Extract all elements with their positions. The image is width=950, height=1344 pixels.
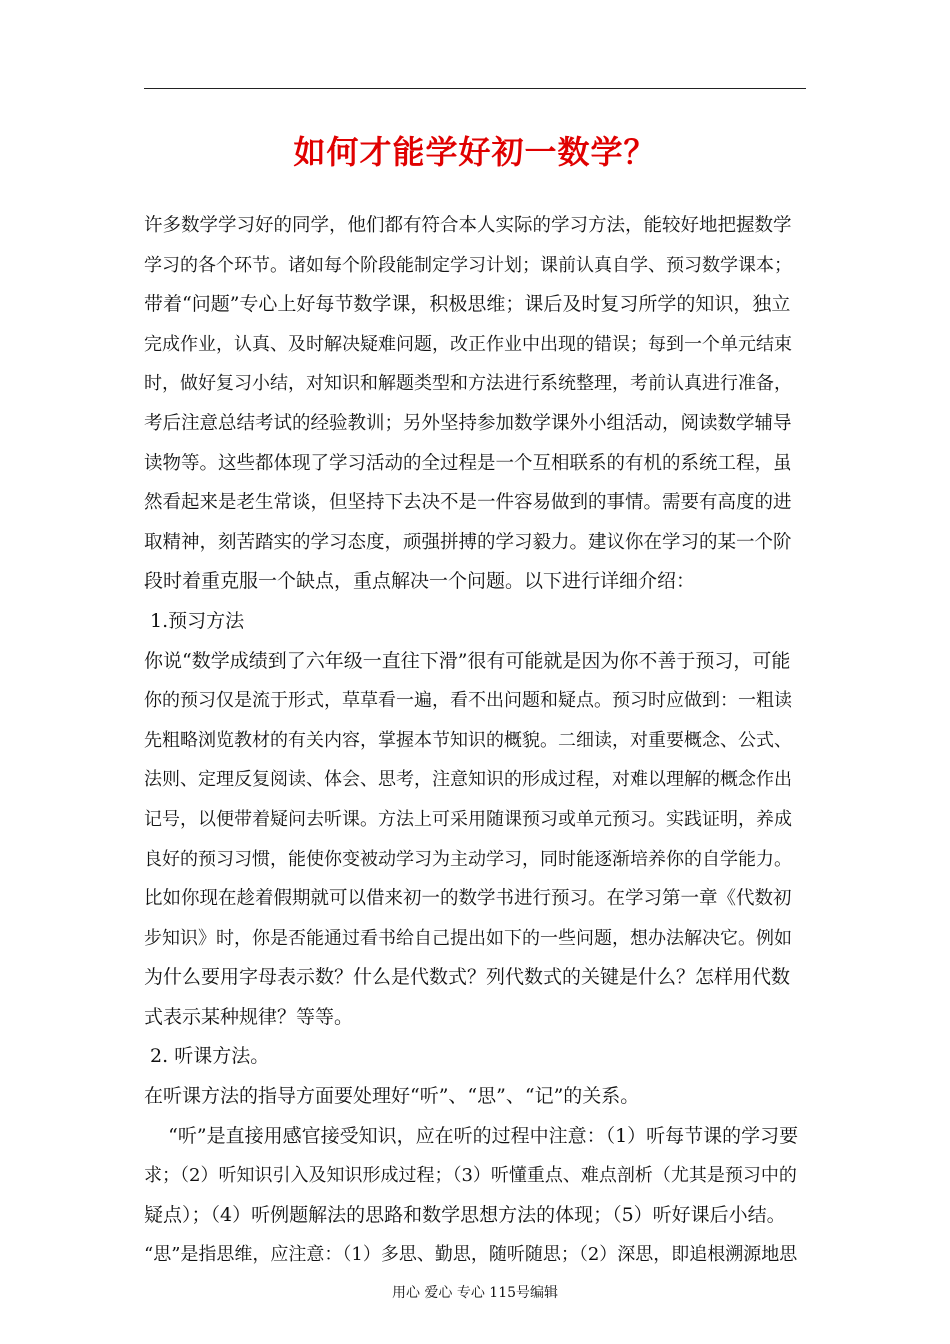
body-line: 带着“问题”专心上好每节数学课，积极思维；课后及时复习所学的知识，独立 [144, 293, 791, 316]
body-line: 你的预习仅是流于形式，草草看一遍，看不出问题和疑点。预习时应做到：一粗读 [144, 690, 792, 712]
header-rule [144, 88, 806, 89]
body-line: 法则、定理反复阅读、体会、思考，注意知识的形成过程，对难以理解的概念作出 [144, 769, 792, 791]
body-line: 2. 听课方法。 [144, 1045, 270, 1068]
body-line: 段时着重克服一个缺点，重点解决一个问题。以下进行详细介绍： [144, 570, 696, 593]
body-line: 时，做好复习小结，对知识和解题类型和方法进行系统整理，考前认真进行准备， [144, 373, 792, 395]
body-line: “思”是指思维，应注意：（1）多思、勤思，随听随思；（2）深思，即追根溯源地思 [144, 1244, 798, 1266]
body-line: 疑点）；（4）听例题解法的思路和数学思想方法的体现；（5）听好课后小结。 [144, 1203, 786, 1226]
body-line: 在听课方法的指导方面要处理好“听”、“思”、“记”的关系。 [144, 1085, 640, 1108]
body-line: 然看起来是老生常谈，但坚持下去决不是一件容易做到的事情。需要有高度的进 [144, 492, 792, 514]
body-line: 许多数学学习好的同学，他们都有符合本人实际的学习方法，能较好地把握数学 [144, 215, 792, 236]
body-line: 你说“数学成绩到了六年级一直往下滑”很有可能就是因为你不善于预习，可能 [144, 649, 791, 672]
body-line: 步知识》时，你是否能通过看书给自己提出如下的一些问题，想办法解决它。例如 [144, 927, 792, 949]
body-line: 良好的预习习惯，能使你变被动学习为主动学习，同时能逐渐培养你的自学能力。 [144, 848, 792, 870]
body-line: 为什么要用字母表示数？什么是代数式？列代数式的关键是什么？怎样用代数 [144, 966, 791, 989]
body-line: 学习的各个环节。诸如每个阶段能制定学习计划；课前认真自学、预习数学课本； [144, 254, 792, 276]
document-title: 如何才能学好初一数学？ [293, 133, 657, 171]
page-footer: 用心 爱心 专心 115号编辑 [391, 1285, 559, 1301]
body-line: 求；（2）听知识引入及知识形成过程；（3）听懂重点、难点剖析（尤其是预习中的 [144, 1165, 797, 1187]
body-line: 完成作业，认真、及时解决疑难问题，改正作业中出现的错误；每到一个单元结束 [144, 333, 792, 355]
body-line: 式表示某种规律？等等。 [144, 1005, 354, 1028]
body-line: 取精神，刻苦踏实的学习态度，顽强拼搏的学习毅力。建议你在学习的某一个阶 [144, 531, 792, 553]
body-line: 记号，以便带着疑问去听课。方法上可采用随课预习或单元预习。实践证明，养成 [144, 808, 792, 830]
body-line: 先粗略浏览教材的有关内容，掌握本节知识的概貌。二细读，对重要概念、公式、 [144, 729, 792, 751]
document-body [144, 206, 806, 1275]
body-line: 1.预习方法 [144, 609, 245, 632]
body-line: 比如你现在趁着假期就可以借来初一的数学书进行预习。在学习第一章《代数初 [144, 888, 792, 910]
body-line: “听”是直接用感官接受知识，应在听的过程中注意：（1）听每节课的学习要 [144, 1124, 799, 1147]
body-line: 考后注意总结考试的经验教训；另外坚持参加数学课外小组活动，阅读数学辅导 [144, 412, 792, 434]
body-line: 读物等。这些都体现了学习活动的全过程是一个互相联系的有机的系统工程，虽 [144, 452, 792, 474]
